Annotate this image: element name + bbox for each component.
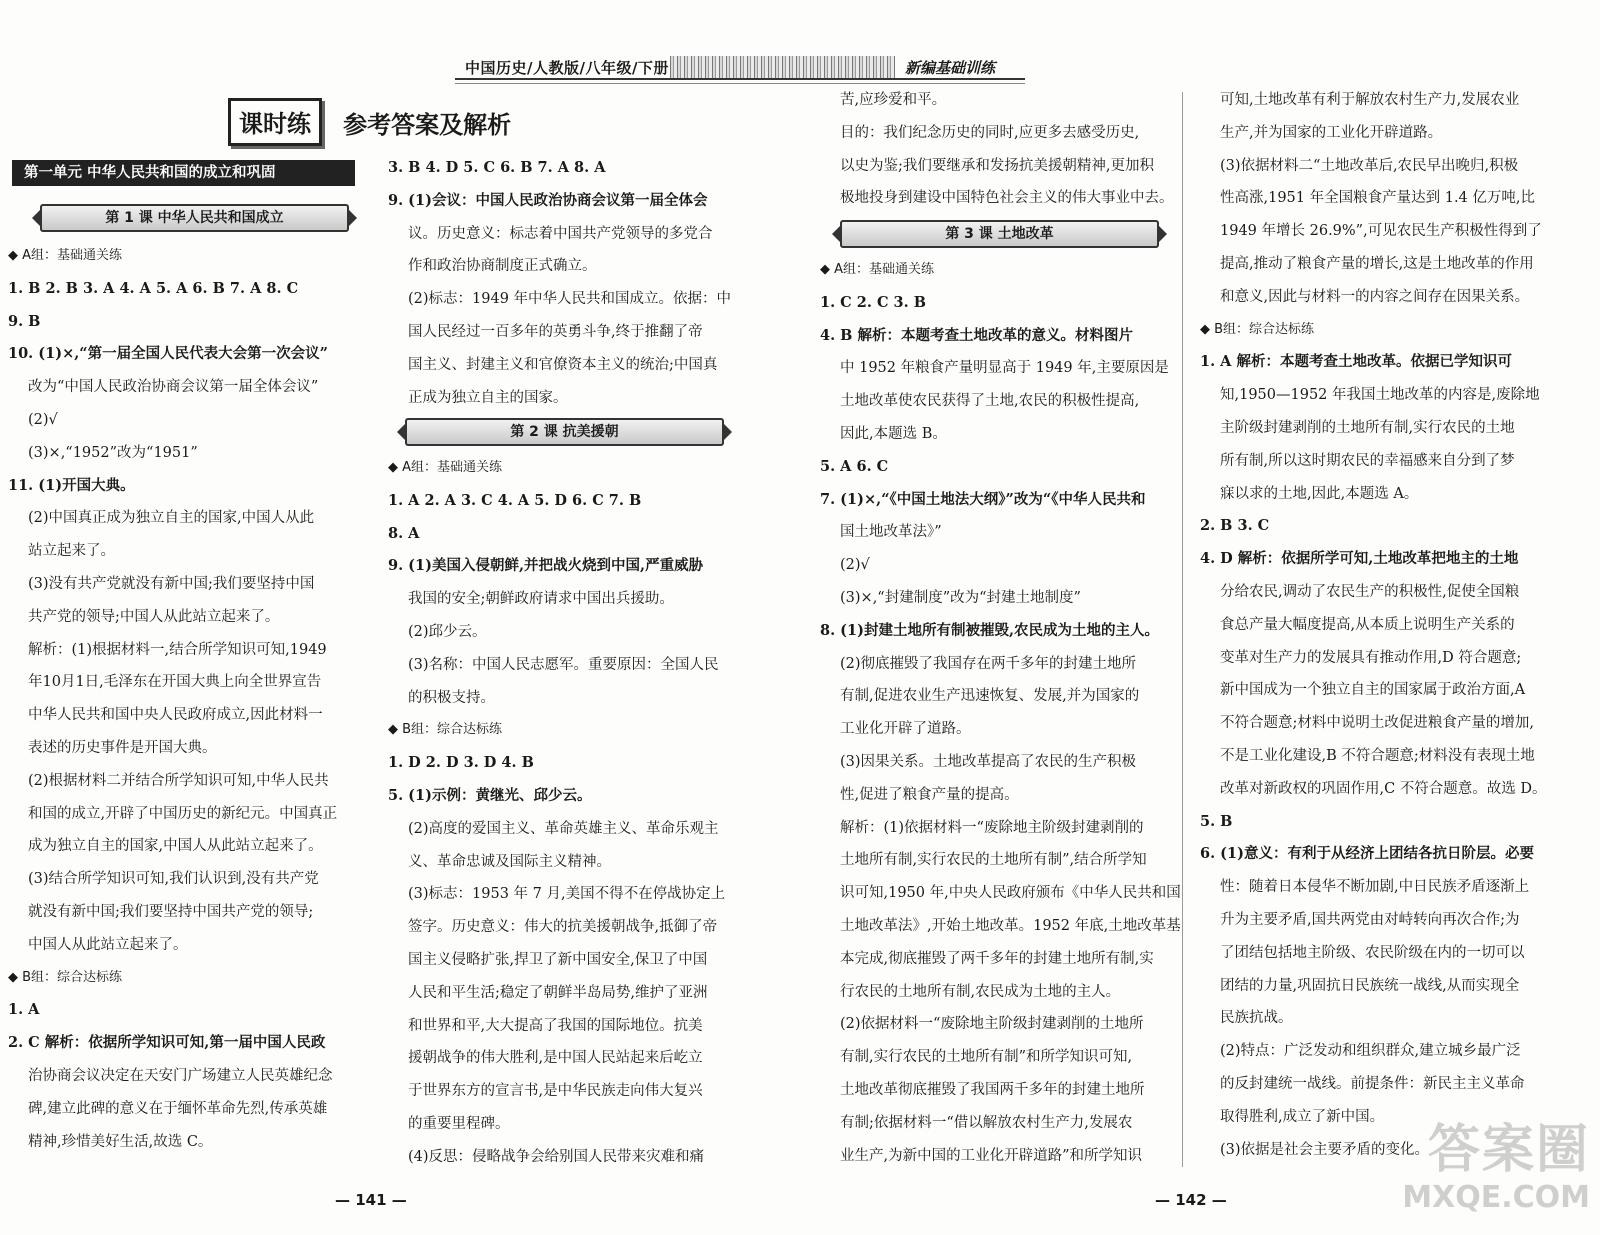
answer-line: 性：随着日本侵华不断加剧,中日民族矛盾逐渐上 xyxy=(1220,879,1530,896)
answer-line: (2)邱少云。 xyxy=(408,623,487,640)
answer-line: 9. (1)美国入侵朝鲜,并把战火烧到中国,严重威胁 xyxy=(388,557,704,575)
answer-line: 改革对新政权的巩固作用,C 不符合题意。故选 D。 xyxy=(1220,780,1547,797)
lesson-3-heading: 第 3 课 土地改革 xyxy=(840,220,1159,248)
answer-line: 分给农民,调动了农民生产的积极性,促使全国粮 xyxy=(1220,583,1520,600)
answer-line: (3)因果关系。土地改革提高了农民的生产积极 xyxy=(840,753,1137,770)
answer-line: 1. D 2. D 3. D 4. B xyxy=(388,754,534,772)
answer-line: 3. B 4. D 5. C 6. B 7. A 8. A xyxy=(388,159,606,176)
answer-line: 4. D 解析：依据所学可知,土地改革把地主的土地 xyxy=(1200,550,1519,568)
watermark-bottom: MXQE.COM xyxy=(1402,1180,1590,1215)
answer-line: (3)结合所学知识可知,我们认识到,没有共产党 xyxy=(28,871,319,888)
answer-line: 人民和平生活;稳定了朝鲜半岛局势,维护了亚洲 xyxy=(408,984,708,1001)
answer-line: 5. B xyxy=(1200,812,1233,830)
answer-line: 援朝战争的伟大胜利,是中国人民站起来后屹立 xyxy=(408,1050,703,1067)
answer-line: 极地投身到建设中国特色社会主义的伟大事业中去。 xyxy=(840,190,1174,207)
answer-line: (3)标志：1953 年 7 月,美国不得不在停战协定上 xyxy=(408,886,726,903)
answer-line: 有制,促进农业生产迅速恢复、发展,并为国家的 xyxy=(840,688,1140,705)
answer-line: 9. B xyxy=(8,312,41,330)
answer-column-2-top xyxy=(388,152,768,414)
answer-line: 正成为独立自主的国家。 xyxy=(408,389,568,406)
lesson-1-heading: 第 1 课 中华人民共和国成立 xyxy=(40,204,349,232)
answer-line: 团结的力量,巩固抗日民族统一战线,从而实现全 xyxy=(1220,977,1520,994)
answer-line: 议。历史意义：标志着中国共产党领导的多党合 xyxy=(408,225,713,242)
answer-line: 8. A xyxy=(388,524,420,542)
answer-line: 目的：我们纪念历史的同时,应更多去感受历史, xyxy=(840,124,1140,141)
answer-line: 1. B 2. B 3. A 4. A 5. A 6. B 7. A 8. C xyxy=(8,279,299,297)
answer-line: 民族抗战。 xyxy=(1220,1010,1293,1027)
site-watermark xyxy=(1390,1120,1590,1230)
answer-line: (3)名称：中国人民志愿军。重要原因：全国人民 xyxy=(408,656,719,673)
answer-line: 提高,推动了粮食产量的增长,这是土地改革的作用 xyxy=(1220,255,1534,272)
answer-line: 1949 年增长 26.9%”,可见农民生产积极性得到了 xyxy=(1220,223,1542,240)
unit-banner: 第一单元 中华人民共和国的成立和巩固 xyxy=(12,160,355,186)
answer-line: 碑,建立此碑的意义在于缅怀革命先烈,传承英雄 xyxy=(28,1100,328,1117)
answer-line: (2)彻底摧毁了我国存在两千多年的封建土地所 xyxy=(840,655,1137,672)
answer-line: 精神,珍惜美好生活,故选 C。 xyxy=(28,1133,213,1150)
answer-line: 年10月1日,毛泽东在开国大典上向全世界宣告 xyxy=(28,674,322,691)
answer-column-3-top xyxy=(820,84,1180,215)
answer-line: 苦,应珍爱和平。 xyxy=(840,92,947,108)
answer-line: 以史为鉴;我们要继承和发扬抗美援朝精神,更加积 xyxy=(840,157,1154,174)
answer-line: 解析：(1)根据材料一,结合所学知识可知,1949 xyxy=(28,641,327,658)
answer-line: (3)×,“封建制度”改为“封建土地制度” xyxy=(840,589,1081,606)
answer-line: 有制,实行农民的土地所有制”和所学知识可知, xyxy=(840,1049,1133,1066)
lesson-2-heading: 第 2 课 抗美援朝 xyxy=(405,418,724,446)
title-main: 参考答案及解析 xyxy=(343,110,512,139)
group-heading: ◆ A组：基础通关练 xyxy=(820,262,935,277)
header-decoration xyxy=(670,56,895,78)
answer-line: 于世界东方的宣言书,是中华民族走向伟大复兴 xyxy=(408,1083,703,1100)
answer-line: 1. C 2. C 3. B xyxy=(820,293,926,311)
answer-line: 4. B 解析：本题考查土地改革的意义。材料图片 xyxy=(820,326,1133,344)
answer-line: 生产,并为国家的工业化开辟道路。 xyxy=(1220,124,1443,141)
answer-line: 土地改革彻底摧毁了我国两千多年的封建土地所 xyxy=(840,1081,1145,1098)
answer-line: 工业化开辟了道路。 xyxy=(840,721,971,738)
answer-line: 不是工业化建设,B 不符合题意;材料没有表现土地 xyxy=(1220,747,1535,764)
answer-line: 性,促进了粮食产量的提高。 xyxy=(840,786,1019,803)
header-rule xyxy=(455,78,1025,80)
answer-column-4 xyxy=(1200,84,1595,1166)
document-title xyxy=(228,98,511,142)
answer-line: (2)特点：广泛发动和组织群众,建立城乡最广泛 xyxy=(1220,1043,1521,1060)
series-name: 新编基础训练 xyxy=(905,59,996,77)
answer-line: (2)√ xyxy=(840,557,870,574)
answer-line: 10. (1)×,“第一届全国人民代表大会第一次会议” xyxy=(8,345,328,363)
answer-line: 1. A 2. A 3. C 4. A 5. D 6. C 7. B xyxy=(388,491,642,509)
group-heading: ◆ B组：综合达标练 xyxy=(1200,321,1315,337)
answer-line: 国土地改革法》” xyxy=(840,524,942,541)
answer-line: 识可知,1950 年,中央人民政府颁布《中华人民共和国 xyxy=(840,885,1181,902)
answer-line: 站立起来了。 xyxy=(28,543,115,560)
answer-line: (2)√ xyxy=(28,411,58,428)
answer-line: 5. A 6. C xyxy=(820,457,889,475)
answer-line: 业生产,为新中国的工业化开辟道路”和所学知识 xyxy=(840,1147,1143,1164)
answer-line: 2. C 解析：依据所学知识可知,第一届中国人民政 xyxy=(8,1034,326,1052)
answer-line: 解析：(1)依据材料一“废除地主阶级封建剥削的 xyxy=(840,819,1144,836)
page-header xyxy=(455,42,1025,86)
answer-line: 土地改革法》,开始土地改革。1952 年底,土地改革基 xyxy=(840,917,1181,934)
column-divider xyxy=(1182,92,1183,1167)
answer-line: (2)依据材料一“废除地主阶级封建剥削的土地所 xyxy=(840,1016,1144,1033)
answer-line: 行农民的土地所有制,农民成为土地的主人。 xyxy=(840,983,1121,1000)
group-heading: ◆ A组：基础通关练 xyxy=(388,460,503,475)
watermark-top: 答案圈 xyxy=(1427,1120,1590,1180)
answer-line: 知,1950—1952 年我国土地改革的内容是,废除地 xyxy=(1220,387,1540,404)
answer-line: 作和政治协商制度正式确立。 xyxy=(408,258,597,275)
answer-line: 变革对生产力的发展具有推动作用,D 符合题意; xyxy=(1220,649,1522,666)
group-heading: ◆ B组：综合达标练 xyxy=(8,969,123,985)
answer-line: 寐以求的土地,因此,本题选 A。 xyxy=(1220,485,1419,502)
group-heading: ◆ A组：基础通关练 xyxy=(8,248,123,263)
answer-line: 我国的安全;朝鲜政府请求中国出兵援助。 xyxy=(408,591,674,608)
answer-line: 和意义,因此与材料一的内容之间存在因果关系。 xyxy=(1220,288,1530,305)
answer-line: 国人民经过一百多年的英勇斗争,终于推翻了帝 xyxy=(408,323,703,340)
answer-line: (3)依据是社会主要矛盾的变化。 xyxy=(1220,1141,1430,1158)
answer-column-2 xyxy=(388,452,768,1174)
answer-line: 食总产量大幅度提高,从本质上说明生产关系的 xyxy=(1220,616,1515,633)
answer-line: 性高涨,1951 年全国粮食产量达到 1.4 亿万吨,比 xyxy=(1220,190,1536,207)
answer-line: 9. (1)会议：中国人民政治协商会议第一届全体会 xyxy=(388,191,708,209)
answer-line: 1. A 解析：本题考查土地改革。依据已学知识可 xyxy=(1200,353,1512,371)
answer-line: 国主义侵略扩张,捍卫了新中国安全,保卫了中国 xyxy=(408,951,708,968)
answer-line: 升为主要矛盾,国共两党由对峙转向再次合作;为 xyxy=(1220,911,1520,928)
answer-line: 治协商会议决定在天安门广场建立人民英雄纪念 xyxy=(28,1067,333,1084)
answer-line: 中国人从此站立起来了。 xyxy=(28,936,188,953)
answer-column-1 xyxy=(8,240,368,1158)
answer-line: 新中国成为一个独立自主的国家属于政治方面,A xyxy=(1220,682,1526,699)
answer-line: 不符合题意;材料中说明土改促进粮食产量的增加, xyxy=(1220,715,1534,732)
answer-line: 的反封建统一战线。前提条件：新民主主义革命 xyxy=(1220,1075,1525,1092)
page-number-left: — 141 — xyxy=(335,1191,407,1209)
title-box-label: 课时练 xyxy=(228,98,322,146)
answer-column-3 xyxy=(820,254,1180,1172)
answer-line: (2)根据材料二并结合所学知识可知,中华人民共 xyxy=(28,772,329,789)
answer-line: 义、革命忠诚及国际主义精神。 xyxy=(408,853,611,870)
answer-line: 土地所有制,实行农民的土地所有制”,结合所学知 xyxy=(840,852,1147,869)
answer-line: (4)反思：侵略战争会给别国人民带来灾难和痛 xyxy=(408,1148,705,1165)
answer-line: 中 1952 年粮食产量明显高于 1949 年,主要原因是 xyxy=(840,360,1169,377)
answer-line: (2)标志：1949 年中华人民共和国成立。依据：中 xyxy=(408,291,732,308)
answer-line: 7. (1)×,“《中国土地法大纲》”改为“《中华人民共和 xyxy=(820,490,1146,508)
answer-line: 了团结包括地主阶级、农民阶级在内的一切可以 xyxy=(1220,944,1525,961)
answer-line: 主阶级封建剥削的土地所有制,实行农民的土地 xyxy=(1220,419,1515,436)
answer-line: 本完成,彻底摧毁了两千多年的封建土地所有制,实 xyxy=(840,950,1154,967)
answer-line: 签字。历史意义：伟大的抗美援朝战争,抵御了帝 xyxy=(408,919,718,936)
answer-line: 因此,本题选 B。 xyxy=(840,425,947,442)
answer-line: 土地改革使农民获得了土地,农民的积极性提高, xyxy=(840,393,1140,410)
answer-line: 2. B 3. C xyxy=(1200,517,1270,535)
answer-line: 所有制,所以这时期农民的幸福感来自分到了梦 xyxy=(1220,452,1515,469)
answer-line: 改为“中国人民政治协商会议第一届全体会议” xyxy=(28,379,319,396)
answer-line: 和世界和平,大大提高了我国的国际地位。抗美 xyxy=(408,1017,703,1034)
answer-line: 取得胜利,成立了新中国。 xyxy=(1220,1108,1385,1125)
answer-line: 5. (1)示例：黄继光、邱少云。 xyxy=(388,786,592,804)
answer-line: 的积极支持。 xyxy=(408,689,495,706)
answer-line: 可知,土地改革有利于解放农村生产力,发展农业 xyxy=(1220,92,1520,108)
group-heading: ◆ B组：综合达标练 xyxy=(388,722,503,738)
answer-line: 1. A xyxy=(8,1001,40,1019)
answer-line: 共产党的领导;中国人从此站立起来了。 xyxy=(28,608,280,625)
answer-line: 国主义、封建主义和官僚资本主义的统治;中国真 xyxy=(408,356,718,373)
answer-line: (2)中国真正成为独立自主的国家,中国人从此 xyxy=(28,510,315,527)
answer-line: 就没有新中国;我们要坚持中国共产党的领导; xyxy=(28,903,314,920)
answer-line: 成为独立自主的国家,中国人从此站立起来了。 xyxy=(28,838,323,855)
answer-line: (2)高度的爱国主义、革命英雄主义、革命乐观主 xyxy=(408,820,719,837)
answer-line: 表述的历史事件是开国大典。 xyxy=(28,739,217,756)
page-number-right: — 142 — xyxy=(1155,1191,1227,1209)
answer-line: 8. (1)封建土地所有制被摧毁,农民成为土地的主人。 xyxy=(820,621,1160,639)
answer-line: 和国的成立,开辟了中国历史的新纪元。中国真正 xyxy=(28,805,338,822)
answer-line: (3)依据材料二“土地改革后,农民早出晚归,积极 xyxy=(1220,157,1519,174)
answer-line: 中华人民共和国中央人民政府成立,因此材料一 xyxy=(28,707,323,724)
answer-line: 有制;依据材料一“借以解放农村生产力,发展农 xyxy=(840,1114,1133,1131)
answer-line: (3)×,“1952”改为“1951” xyxy=(28,444,198,461)
answer-line: 6. (1)意义：有利于从经济上团结各抗日阶层。必要 xyxy=(1200,845,1534,863)
answer-line: (3)没有共产党就没有新中国;我们要坚持中国 xyxy=(28,575,315,592)
answer-line: 的重要里程碑。 xyxy=(408,1115,510,1132)
answer-line: 11. (1)开国大典。 xyxy=(8,476,135,494)
book-info: 中国历史/人教版/八年级/下册 xyxy=(465,59,669,77)
